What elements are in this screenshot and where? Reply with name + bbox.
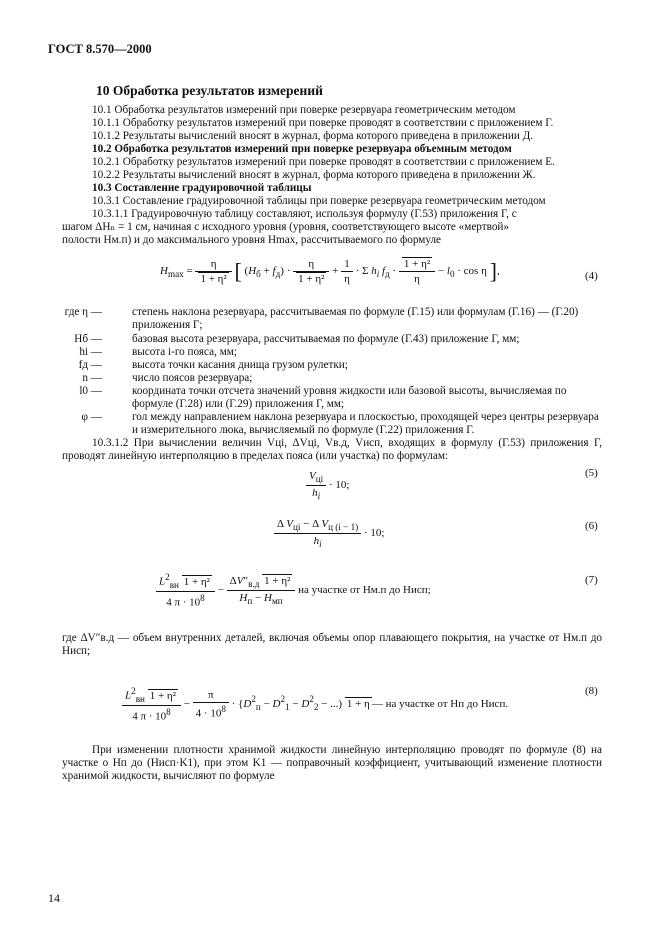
formula-4: $H_{max}$ = $\frac{\eta}{\text{1 + η²}}$ [ $(H_б + f_д)$ · $\frac{\eta}{\text{1 + η²}}$ + $\frac{1}{\eta}$ · Σ $h_i$ $f_д$ · $\frac{\text{1 + η²}}{\eta}$ − $l_0 \cdot \cos \eta$ ], [160, 258, 500, 285]
glossary-symbol: l0 — [79, 385, 102, 397]
paragraph-10-2: 10.2 Обработка результатов измерений при поверке резервуара объемным методом [92, 143, 512, 155]
paragraph-10-3-1-1-line3: полости Hм.п) и до максимального уровня Hmax, рассчитываемого по формуле [62, 234, 441, 246]
paragraph-10-2-1: 10.2.1 Обработку результатов измерений при поверке проводят в соответствии с приложением Е. [92, 156, 555, 168]
glossary-symbol: где η — [64, 306, 102, 318]
glossary-text: базовая высота резервуара, рассчитываемая по формуле (Г.43) приложение Г, мм; [132, 333, 520, 345]
glossary-symbol: hi — [79, 346, 102, 358]
glossary-text: гол между направлением наклона резервуара и плоскостью, проходящей через центры резервуара и измерительного люка, вычисляемый по формуле (Г.22) приложения Г. [132, 411, 599, 436]
paragraph-10-1-1: 10.1.1 Обработку результатов измерений при поверке проводят в соответствии с приложением Г. [92, 117, 554, 129]
glossary-text: координата точки отсчета значений уровня жидкости или базовой высоты, вычисляемая по формуле (Г.28) или (Г.29) приложения Г, мм; [132, 385, 567, 410]
equation-number-4: (4) [585, 270, 598, 282]
page-number: 14 [48, 891, 60, 905]
paragraph-10-2-2: 10.2.2 Результаты вычислений вносят в журнал, форма которого приведена в приложении Ж. [92, 169, 536, 181]
formula-8: $\frac{L^2_{вн} 1 + \eta^2}{4 \pi \cdot 10^8}$ − $\frac{\pi}{4 \cdot 10^8}$ · {$D^2_п - D^2_1 - D^2_2$ − ...) 1 + η — на участке от Hп до Hисп. [122, 686, 592, 723]
paragraph-10-3-1-2: 10.3.1.2 При вычислении величин Vці, ΔVці, Vв.д, Vисп, входящих в формулу (Г.53) приложения Г, проводят линейную интерполяцию в пределах пояса (или участка) по формулам: [62, 437, 602, 463]
glossary-text: число поясов резервуара; [132, 372, 253, 384]
glossary-symbol: n — [82, 372, 102, 384]
glossary-text: высота точки касания днища грузом рулетки; [132, 359, 348, 371]
glossary-text: степень наклона резервуара, рассчитываемая по формуле (Г.15) или формулам (Г.16) — (Г.20) приложения Г; [132, 306, 579, 331]
formula-5: $\frac{V_{цi}}{h_i}$ · 10; [306, 470, 349, 501]
paragraph-10-3-1: 10.3.1 Составление градуировочной таблицы при поверке резервуара геометрическим методом [92, 195, 546, 207]
paragraph-10-1-2: 10.1.2 Результаты вычислений вносят в журнал, форма которого приведена в приложении Д. [92, 130, 534, 142]
paragraph-10-1: 10.1 Обработка результатов измерений при поверке резервуара геометрическим методом [92, 104, 516, 116]
formula-7-where: где ΔV″в.д — объем внутренних деталей, включая объемы опор плавающего покрытия, на участке от Hм.п до Hисп; [62, 632, 602, 658]
paragraph-10-3: 10.3 Составление градуировочной таблицы [92, 182, 312, 194]
document-header: ГОСТ 8.570—2000 [48, 42, 152, 56]
glossary-symbol: φ — [81, 411, 102, 423]
equation-number-5: (5) [585, 467, 598, 479]
formula-8-range: на участке от Hп до Hисп. [385, 697, 509, 710]
glossary-text: высота i-го пояса, мм; [132, 346, 237, 358]
section-title: 10 Обработка результатов измерений [96, 83, 323, 98]
equation-number-8: (8) [585, 685, 598, 697]
equation-number-7: (7) [585, 574, 598, 586]
glossary-symbol: Hб — [74, 333, 102, 345]
formula-7: $\frac{L^2_{вн} 1 + \eta^2}{4 \pi \cdot 10^8}$ − $\frac{\Delta V''_{в.д} 1 + \eta^2}{H_п - H_{мп}}$ на участке от Hм.п до Hисп; [156, 572, 431, 609]
final-paragraph: При изменении плотности хранимой жидкости линейную интерполяцию проводят по формуле (8) на участке о Hп до (Hисп·K1), при этом K1 — поправочный коэффициент, учитывающий изменение плотности хранимой жидкости, вычисляют по формуле [62, 744, 602, 783]
formula-7-range: на участке от Hм.п до Hисп; [298, 583, 431, 596]
glossary-symbol: fд — [78, 359, 102, 371]
formula-6: $\frac{\Delta V_{цi} - \Delta V_{ц (i - 1)}}{h_i}$ · 10; [274, 518, 384, 549]
paragraph-10-3-1-1-line2: шагом ΔHₙ = 1 см, начиная с исходного уровня (уровня, соответствующего высоте «мертвой» [62, 221, 509, 233]
equation-number-6: (6) [585, 520, 598, 532]
paragraph-10-3-1-1-line1: 10.3.1.1 Градуировочную таблицу составляют, используя формулу (Г.53) приложения Г, с [92, 208, 517, 220]
